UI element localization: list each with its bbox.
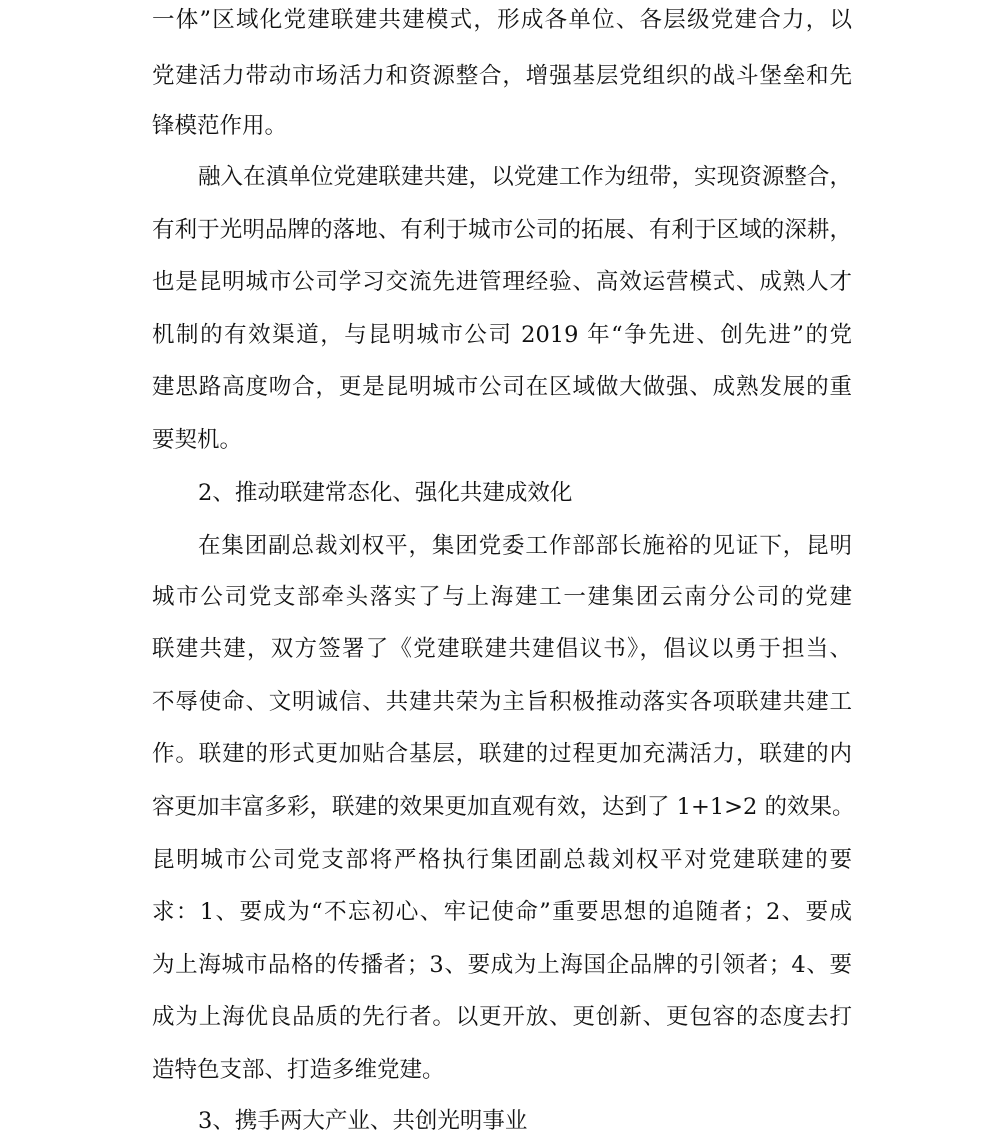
text-line: 求：1、要成为“不忘初心、牢记使命”重要思想的追随者；2、要成: [152, 899, 852, 925]
text-line: 有利于光明品牌的落地、有利于城市公司的拓展、有利于区域的深耕，: [152, 217, 852, 243]
text-line: 成为上海优良品质的先行者。以更开放、更创新、更包容的态度去打: [152, 1004, 852, 1030]
text-line: 建思路高度吻合，更是昆明城市公司在区域做大做强、成熟发展的重: [152, 374, 852, 400]
text-line: 作。联建的形式更加贴合基层，联建的过程更加充满活力，联建的内: [152, 741, 852, 767]
text-line: 容更加丰富多彩，联建的效果更加直观有效，达到了 1+1>2 的效果。: [152, 794, 855, 820]
text-line-indented: 在集团副总裁刘权平，集团党委工作部部长施裕的见证下，昆明: [198, 533, 852, 559]
text-line-indented: 融入在滇单位党建联建共建，以党建工作为纽带，实现资源整合，: [198, 164, 852, 190]
text-line: 为上海城市品格的传播者；3、要成为上海国企品牌的引领者；4、要: [152, 952, 852, 978]
text-line: 锋模范作用。: [152, 113, 288, 139]
text-line: 造特色支部、打造多维党建。: [152, 1057, 445, 1083]
text-line: 昆明城市公司党支部将严格执行集团副总裁刘权平对党建联建的要: [152, 847, 852, 873]
text-line: 也是昆明城市公司学习交流先进管理经验、高效运营模式、成熟人才: [152, 269, 852, 295]
text-line: 不辱使命、文明诚信、共建共荣为主旨积极推动落实各项联建共建工: [152, 689, 852, 715]
text-line: 党建活力带动市场活力和资源整合，增强基层党组织的战斗堡垒和先: [152, 63, 852, 89]
text-line: 要契机。: [152, 427, 243, 453]
section-heading: 2、推动联建常态化、强化共建成效化: [198, 480, 573, 506]
text-line: 一体”区域化党建联建共建模式，形成各单位、各层级党建合力，以: [152, 7, 852, 33]
text-line: 机制的有效渠道，与昆明城市公司 2019 年“争先进、创先进”的党: [152, 322, 852, 348]
section-heading: 3、携手两大产业、共创光明事业: [198, 1108, 528, 1134]
text-line: 联建共建，双方签署了《党建联建共建倡议书》，倡议以勇于担当、: [152, 636, 852, 662]
text-line: 城市公司党支部牵头落实了与上海建工一建集团云南分公司的党建: [152, 584, 852, 610]
